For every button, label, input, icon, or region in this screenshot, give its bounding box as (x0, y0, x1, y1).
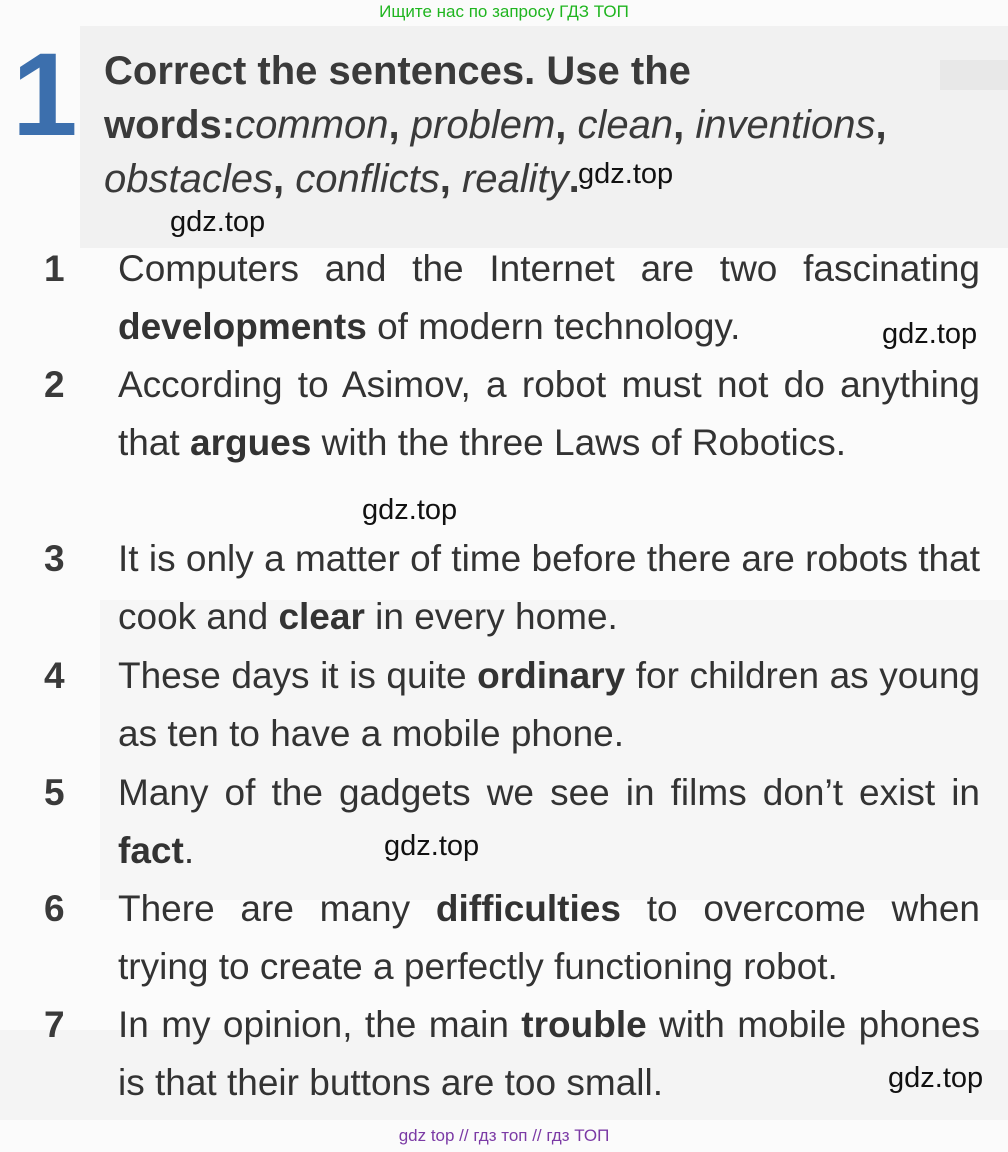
exercise-number: 1 (12, 29, 78, 161)
sentence-keyword: trouble (521, 1004, 647, 1045)
sentence-text: These days it is quite ordinary for children as young as ten to have a mobile phone. (118, 655, 981, 754)
sentence-4 (0, 647, 1008, 763)
sentence-keyword: fact (118, 830, 184, 871)
sentence-3 (0, 530, 1008, 646)
exercise-instruction: Correct the sentences. Use the words:common, problem, clean, inventions, obstacles, conflicts, reality. (104, 49, 887, 201)
sentence-1 (0, 240, 1008, 356)
sentence-text: Computers and the Internet are two fascinating developments of modern technology. (118, 248, 980, 347)
sentence-text: According to Asimov, a robot must not do anything that argues with the three Laws of Robotics. (118, 364, 980, 463)
word-conflicts: conflicts (295, 157, 440, 201)
search-banner: Ищите нас по запросу ГДЗ ТОП (379, 2, 629, 21)
sentence-number: 7 (44, 1004, 65, 1045)
sentence-text: In my opinion, the main trouble with mobile phones is that their buttons are too small. (118, 1004, 980, 1103)
sentence-6 (0, 880, 1008, 996)
watermark: gdz.top (882, 318, 978, 350)
site-footer: gdz top // гдз топ // гдз ТОП (398, 1126, 610, 1145)
sentence-number: 2 (44, 364, 65, 405)
sentence-text: Many of the gadgets we see in films don’t exist in fact. (118, 772, 980, 871)
sentence-text: It is only a matter of time before there are robots that cook and clear in every home. (118, 538, 980, 637)
watermark: gdz.top (578, 158, 674, 190)
word-clean: clean (577, 103, 674, 147)
word-common: common (235, 103, 389, 147)
watermark: gdz.top (384, 830, 480, 862)
sentence-text: There are many difficulties to overcome when trying to create a perfectly functioning robot. (118, 888, 980, 987)
watermark: gdz.top (170, 206, 266, 238)
sentence-number: 6 (44, 888, 65, 929)
sentence-number: 1 (44, 248, 65, 289)
word-problem: problem (410, 103, 556, 147)
instruction-lead: Correct the sentences. Use the words: (104, 49, 691, 147)
watermark: gdz.top (362, 494, 458, 526)
sentence-keyword: clear (278, 596, 365, 637)
sentence-2 (0, 356, 1008, 472)
sentence-number: 4 (44, 655, 65, 696)
watermark: gdz.top (888, 1062, 984, 1094)
sentence-keyword: difficulties (435, 888, 621, 929)
sentence-number: 3 (44, 538, 65, 579)
word-reality: reality (461, 157, 569, 201)
sentence-keyword: developments (118, 306, 367, 347)
sentence-number: 5 (44, 772, 65, 813)
word-obstacles: obstacles (104, 157, 273, 201)
sentence-keyword: argues (190, 422, 312, 463)
sentence-7 (0, 996, 1008, 1112)
sentence-keyword: ordinary (477, 655, 626, 696)
sentence-5 (0, 764, 1008, 880)
word-inventions: inventions (695, 103, 876, 147)
